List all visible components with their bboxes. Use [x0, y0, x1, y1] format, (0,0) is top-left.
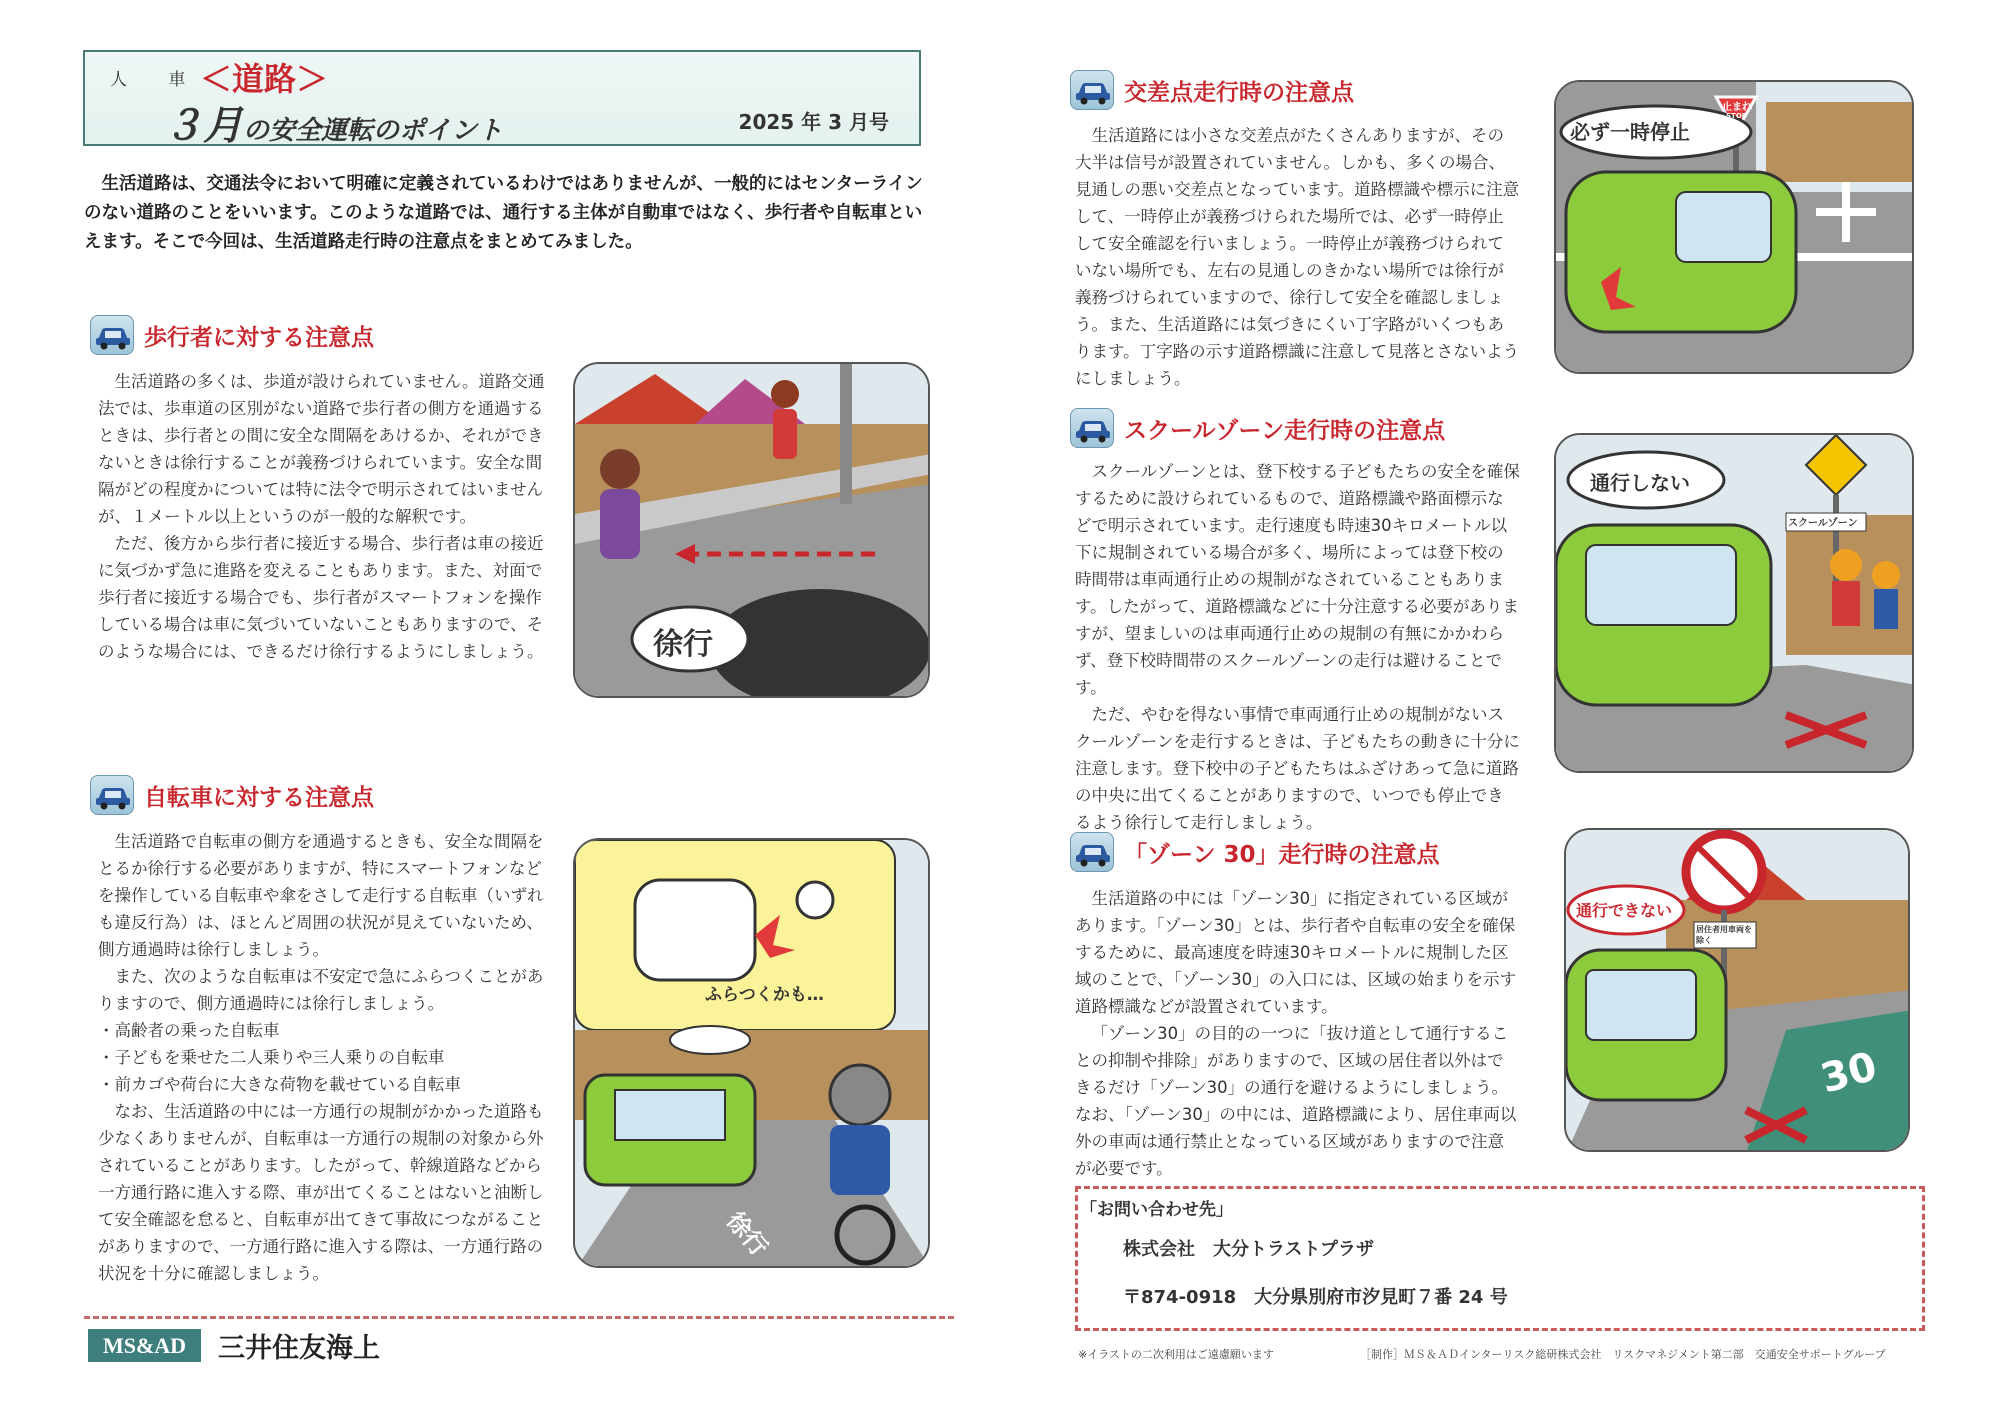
car-icon: [1070, 832, 1114, 872]
zone30-body: [1075, 885, 1520, 1182]
bicycle-bubble: ふらつくかも…: [705, 985, 824, 1005]
school-body: [1075, 458, 1520, 836]
pedestrian-heading: [90, 315, 374, 355]
pedestrian-p2: ただ、後方から歩行者に接近する場合、歩行者は車の接近に気づかず急に進路を変えることもあります。また、対面で歩行者に接近する場合でも、歩行者がスマートフォンを操作している場合は車に気づいていないこともありますので、そのような場合には、できるだけ徐行するようにしましょう。: [98, 534, 544, 661]
issue-date: 2025 年 3 月号: [738, 110, 889, 134]
page-title: [163, 94, 503, 151]
list-item: ・子どもを乗せた二人乗りや三人乗りの自転車: [98, 1048, 445, 1067]
illustration-note: ※イラストの二次利用はご遠慮願います: [1078, 1348, 1274, 1361]
produced-by: ［制作］ＭＳ＆ＡＤインターリスク総研株式会社 リスクマネジメント第二部 交通安全サポートグループ: [1360, 1348, 1886, 1361]
contact-label: 「お問い合わせ先」: [1080, 1200, 1233, 1220]
zone30-p1: 生活道路の中には「ゾーン30」に指定されている区域があります。「ゾーン30」とは、歩行者や自転車の安全を確保するために、最高速度を時速30キロメートルに規制した区域のことで、「ゾーン30」の入口には、区域の始まりを示す道路標識などが設置されています。: [1075, 889, 1517, 1016]
company-name: 三井住友海上: [218, 1333, 380, 1364]
zone30-sign: 居住者用車両を除く: [1696, 925, 1752, 945]
intersection-bubble: 必ず一時停止: [1570, 120, 1690, 144]
school-p1: スクールゾーンとは、登下校する子どもたちの安全を確保するために設けられているもので、道路標識や路面標示などで明示されています。走行速度も時速30キロメートル以下に規制されている場合が多く、場所によっては登下校の時間帯は車両通行止めの規制がなされていることもあります。したがって、道路標識などに十分注意する必要がありますが、望ましいのは車両通行止めの規制の有無にかかわらず、登下校時間帯のスクールゾーンの走行は避けることです。: [1075, 462, 1520, 697]
stop-sign-text: 止まれ: [1722, 102, 1752, 113]
header-box: [83, 50, 921, 149]
intro-text: 生活道路は、交通法令において明確に定義されているわけではありませんが、一般的にはセンターラインのない道路のことをいいます。このような道路では、通行する主体が自動車ではなく、歩行者や自転車といえます。そこで今回は、生活道路走行時の注意点をまとめてみました。: [84, 174, 923, 252]
header-category: 人 車: [110, 70, 204, 90]
school-heading: [1070, 408, 1445, 448]
contact-box: [1075, 1186, 1925, 1331]
bicycle-p3: なお、生活道路の中には一方通行の規制がかかった道路も少なくありませんが、自転車は一方通行の規制の対象から外されていることがあります。したがって、幹線道路などから一方通行路に進入する際、車が出てくることはないと油断して安全確認を怠ると、自転車が出てきて事故につながることがありますので、一方通行路に進入する際は、一方通行路の状況を十分に確認しましょう。: [98, 1102, 544, 1283]
msad-logo: MS&AD: [88, 1329, 201, 1362]
header-road-label: ＜道路＞: [200, 60, 329, 98]
intersection-illustration: [1554, 80, 1914, 374]
pedestrian-illustration: [573, 362, 930, 698]
school-sign: スクールゾーン: [1788, 518, 1858, 529]
list-item: ・高齢者の乗った自転車: [98, 1021, 280, 1040]
bicycle-title: 自転車に対する注意点: [144, 784, 374, 811]
zone30-illustration: [1564, 828, 1910, 1152]
contact-company: 株式会社 大分トラストプラザ: [1123, 1239, 1374, 1260]
intersection-heading: [1070, 70, 1354, 110]
zone30-bubble: 通行できない: [1576, 901, 1673, 920]
title-rest: の安全運転のポイント: [243, 116, 504, 146]
school-illustration: [1554, 433, 1914, 773]
contact-address: 〒874-0918 大分県別府市汐見町７番 24 号: [1123, 1287, 1508, 1308]
bicycle-p2: また、次のような自転車は不安定で急にふらつくことがありますので、側方通過時には徐行しましょう。: [98, 967, 544, 1013]
bicycle-body: [98, 828, 558, 1287]
title-month: ３月: [163, 103, 243, 149]
school-title: スクールゾーン走行時の注意点: [1124, 417, 1446, 444]
list-item: ・前カゴや荷台に大きな荷物を載せている自転車: [98, 1075, 461, 1094]
bicycle-road-text: 徐行: [720, 1206, 774, 1262]
car-icon: [1070, 408, 1114, 448]
car-icon: [1070, 70, 1114, 110]
zone30-heading: [1070, 832, 1440, 872]
zone30-road-mark: 30: [1815, 1043, 1882, 1103]
bicycle-list: [98, 1017, 558, 1098]
pedestrian-p1: 生活道路の多くは、歩道が設けられていません。道路交通法では、歩車道の区別がない道路で歩行者の側方を通過するときは、歩行者との間に安全な間隔をあけるか、それができないときは徐行することが義務づけられています。安全な間隔がどの程度かについては特に法令で明示されてはいませんが、１メートル以上というのが一般的な解釈です。: [98, 372, 545, 526]
bicycle-p1: 生活道路で自転車の側方を通過するときも、安全な間隔をとるか徐行する必要がありますが、特にスマートフォンなどを操作している自転車や傘をさして走行する自転車（いずれも違反行為）は、ほとんど周囲の状況が見えていないため、側方通過時は徐行しましょう。: [98, 832, 544, 959]
bicycle-heading: [90, 775, 374, 815]
pedestrian-title: 歩行者に対する注意点: [144, 324, 374, 351]
pedestrian-bubble: 徐行: [653, 627, 713, 662]
intersection-title: 交差点走行時の注意点: [1124, 79, 1354, 106]
zone30-p2: 「ゾーン30」の目的の一つに「抜け道として通行することの抑制や排除」がありますので、区域の居住者以外はできるだけ「ゾーン30」の通行を避けるようにしましょう。 なお、「ゾーン30」の中には、道路標識により、居住車両以外の車両は通行禁止となっている区域がありますので注意が必要です。: [1075, 1024, 1517, 1178]
intersection-p1: 生活道路には小さな交差点がたくさんありますが、その大半は信号が設置されていません。しかも、多くの場合、見通しの悪い交差点となっています。道路標識や標示に注意して、一時停止が義務づけられた場所では、必ず一時停止して安全確認を行いましょう。一時停止が義務づけられていない場所でも、左右の見通しのきかない場所では徐行が義務づけられていますので、徐行して安全を確認しましょう。また、生活道路には気づきにくい丁字路がいくつもあります。丁字路の示す道路標識に注意して見落とさないようにしましょう。: [1075, 126, 1520, 388]
car-icon: [90, 315, 134, 355]
pedestrian-body: [98, 368, 546, 665]
left-divider: [84, 1316, 954, 1319]
car-icon: [90, 775, 134, 815]
school-p2: ただ、やむを得ない事情で車両通行止めの規制がないスクールゾーンを走行するときは、子どもたちの動きに十分に注意します。登下校中の子どもたちはふざけあって急に道路の中央に出てくることがありますので、いつでも停止できるよう徐行して走行しましょう。: [1075, 705, 1520, 832]
school-bubble: 通行しない: [1590, 471, 1690, 495]
stop-sign-en: STOP: [1726, 112, 1747, 120]
bicycle-illustration: [573, 838, 930, 1268]
zone30-title: 「ゾーン 30」走行時の注意点: [1124, 841, 1440, 868]
intersection-body: [1075, 122, 1520, 392]
